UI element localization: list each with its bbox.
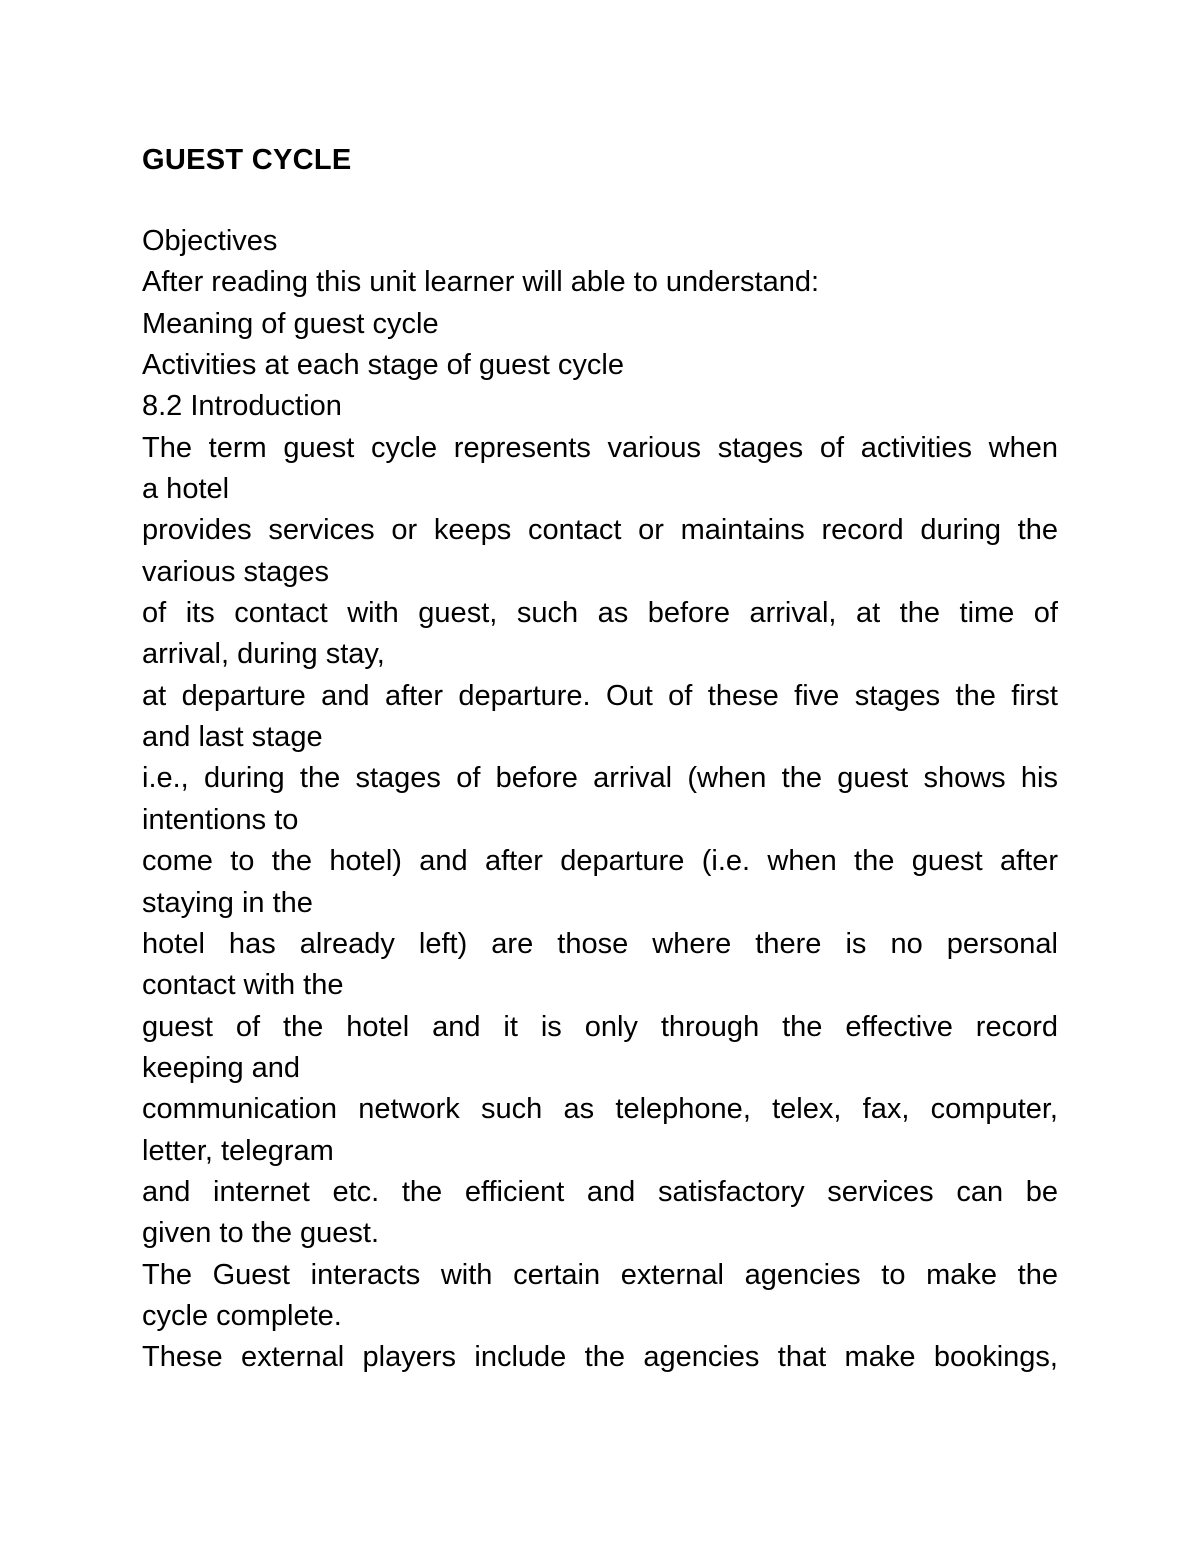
body-text-line: given to the guest. — [142, 1217, 379, 1250]
document-title: GUEST CYCLE — [142, 144, 352, 176]
body-text-line: contact with the — [142, 969, 344, 1002]
body-text-line: hotel has already left) are those where there is no personal — [142, 927, 1058, 960]
document-body — [142, 221, 1058, 1379]
body-text-line: of its contact with guest, such as before arrival, at the time of — [142, 597, 1058, 630]
body-text-line: After reading this unit learner will able to understand: — [142, 266, 820, 299]
body-text-line: The Guest interacts with certain external agencies to make the — [142, 1258, 1058, 1291]
body-text-line: come to the hotel) and after departure (i.e. when the guest after — [142, 845, 1058, 878]
body-text-line: intentions to — [142, 803, 299, 836]
body-text-line: and internet etc. the efficient and satisfactory services can be — [142, 1175, 1058, 1208]
body-text-line: staying in the — [142, 886, 313, 919]
body-text-line: letter, telegram — [142, 1134, 334, 1167]
body-text-line: These external players include the agencies that make bookings, — [142, 1341, 1058, 1374]
body-text-line: 8.2 Introduction — [142, 390, 342, 423]
body-text-line: keeping and — [142, 1051, 301, 1084]
body-text-line: provides services or keeps contact or maintains record during the — [142, 514, 1058, 547]
body-text-line: a hotel — [142, 473, 230, 506]
body-text-line: at departure and after departure. Out of these five stages the first — [142, 679, 1058, 712]
body-text-line: The term guest cycle represents various stages of activities when — [142, 431, 1058, 464]
body-text-line: Objectives — [142, 225, 278, 257]
body-text-line: i.e., during the stages of before arrival (when the guest shows his — [142, 762, 1058, 795]
body-text-line: communication network such as telephone, telex, fax, computer, — [142, 1093, 1058, 1126]
body-text-line: arrival, during stay, — [142, 638, 385, 671]
body-text-line: and last stage — [142, 721, 323, 754]
body-text-line: various stages — [142, 555, 329, 588]
body-text-line: Activities at each stage of guest cycle — [142, 349, 624, 382]
body-text-line: guest of the hotel and it is only through the effective record — [142, 1010, 1058, 1043]
body-text-line: Meaning of guest cycle — [142, 307, 439, 340]
body-text-line: cycle complete. — [142, 1299, 342, 1332]
